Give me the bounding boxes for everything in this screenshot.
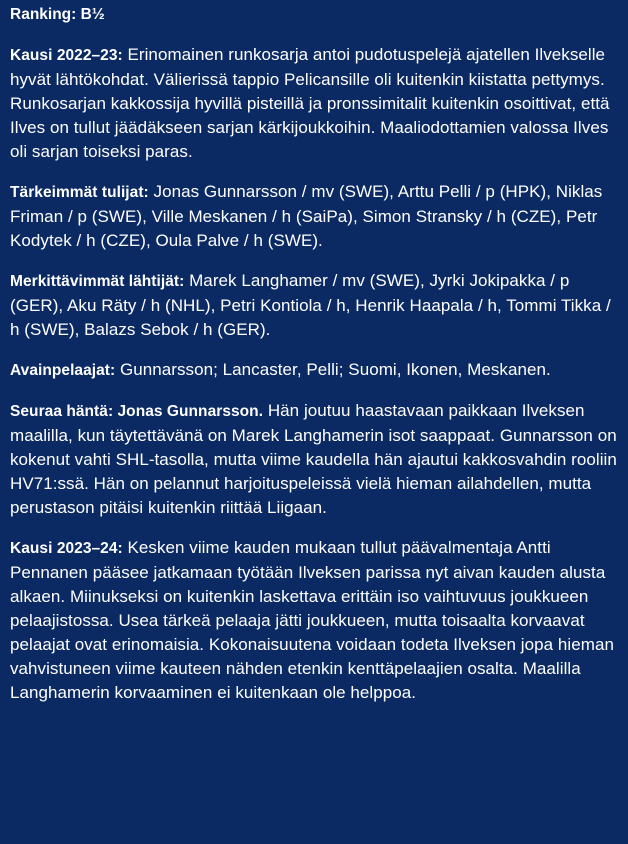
season-2023-24-paragraph bbox=[10, 536, 618, 705]
paragraph-lead: Kausi 2022–23: bbox=[10, 47, 123, 64]
paragraph-lead: Tärkeimmät tulijat: bbox=[10, 184, 149, 201]
paragraph-lead: Merkittävimmät lähtijät: bbox=[10, 273, 185, 290]
paragraph-lead: Kausi 2023–24: bbox=[10, 540, 123, 557]
paragraph-text: Jonas Gunnarsson / mv (SWE), Arttu Pelli / p (HPK), Niklas Friman / p (SWE), Ville Meskanen / h (SaiPa), Simon Stransky / h (CZE), Petr Kodytek / h (CZE), Oula Palve / h (SWE). bbox=[10, 182, 603, 250]
paragraph-text: Erinomainen runkosarja antoi pudotuspelejä ajatellen Ilvekselle hyvät lähtökohdat. Välierissä tappio Pelicansille oli kuitenkin kiistatta pettymys. Runkosarjan kakkossija hyvillä pisteillä ja pronssimitalit kuitenkin osoittivat, että Ilves on tullut jäädäkseen sarjan kärkijoukkoihin. Maaliodottamien valossa Ilves oli sarjan toiseksi paras. bbox=[10, 45, 610, 161]
key-arrivals-paragraph bbox=[10, 180, 618, 253]
paragraph-lead: Seuraa häntä: Jonas Gunnarsson. bbox=[10, 403, 264, 420]
paragraph-lead: Avainpelaajat: bbox=[10, 362, 116, 379]
key-departures-paragraph bbox=[10, 269, 618, 342]
player-to-watch-paragraph bbox=[10, 399, 618, 520]
ranking-heading: Ranking: B½ bbox=[10, 6, 105, 23]
paragraph-text: Gunnarsson; Lancaster, Pelli; Suomi, Ikonen, Meskanen. bbox=[115, 360, 551, 379]
paragraph-text: Marek Langhamer / mv (SWE), Jyrki Jokipakka / p (GER), Aku Räty / h (NHL), Petri Kontiola / h, Henrik Haapala / h, Tommi Tikka / h (SWE), Balazs Sebok / h (GER). bbox=[10, 271, 611, 339]
paragraph-text: Kesken viime kauden mukaan tullut päävalmentaja Antti Pennanen pääsee jatkamaan työtään Ilveksen parissa nyt aivan kauden alusta alkaen. Miinukseksi on kuitenkin laskettava erittäin iso vaihtuvuus joukkueen pelaajistossa. Usea tärkeä pelaaja jätti joukkueen, mutta toisaalta korvaavat pelaajat ovat erinomaisia. Kokonaisuutena voidaan todeta Ilveksen jopa hieman vahvistuneen viime kauteen nähden etenkin kenttäpelaajien osalta. Maalilla Langhamerin korvaaminen ei kuitenkaan ole helppoa. bbox=[10, 538, 614, 702]
key-players-paragraph bbox=[10, 358, 618, 383]
paragraph-text: Hän joutuu haastavaan paikkaan Ilveksen maalilla, kun täytettävänä on Marek Langhamerin isot saappaat. Gunnarsson on kokenut vahti SHL-tasolla, mutta viime kaudella hän ajautui kakkosvahdin rooliin HV71:ssä. Hän on pelannut harjoituspeleissä vielä hieman ailahdellen, mutta perustason pitäisi kuitenkin riittää Liigaan. bbox=[10, 401, 617, 517]
season-2022-23-paragraph bbox=[10, 43, 618, 164]
